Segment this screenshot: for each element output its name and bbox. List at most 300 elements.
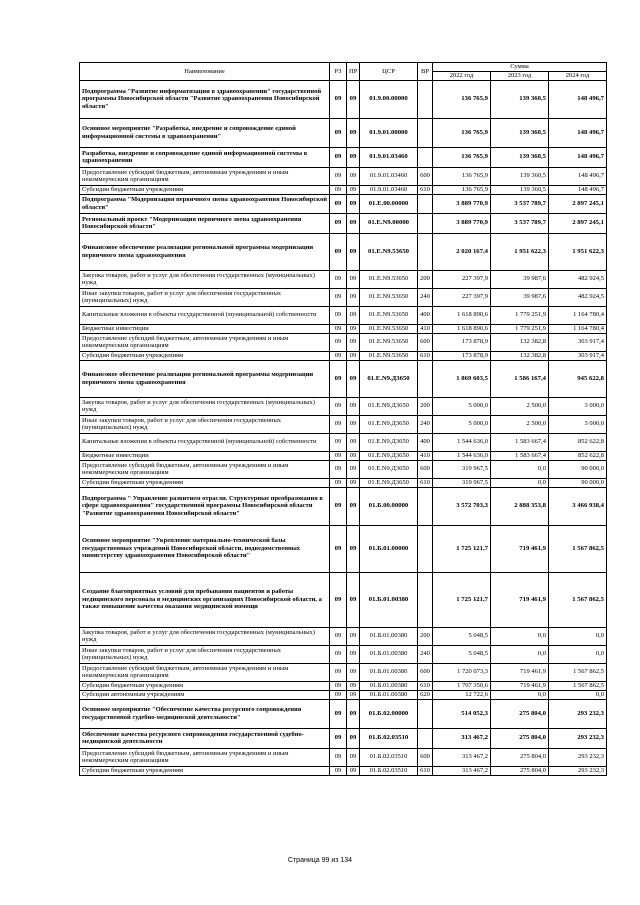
cell-name: Субсидии бюджетным учреждениям	[80, 766, 330, 775]
table-row	[80, 360, 607, 397]
cell-2024: 90 000,0	[549, 478, 607, 487]
cell-rz: 09	[330, 351, 347, 360]
cell-rz: 09	[330, 627, 347, 645]
cell-name: Финансовое обеспечение реализации региональной программы модернизации первичного звена здравоохранения	[80, 360, 330, 397]
cell-name: Предоставление субсидий бюджетным, автономным учреждениям и иным некоммерческим организациям	[80, 460, 330, 478]
cell-pr: 09	[347, 118, 360, 147]
cell-2022: 12 722,6	[433, 690, 491, 699]
cell-2023: 275 804,0	[491, 748, 549, 766]
cell-2022: 514 052,3	[433, 699, 491, 728]
cell-vr: 200	[418, 397, 433, 415]
table-row	[80, 80, 607, 118]
cell-name: Иные закупки товаров, работ и услуг для обеспечения государственных (муниципальных) нужд	[80, 288, 330, 306]
cell-rz: 09	[330, 306, 347, 324]
cell-pr: 09	[347, 288, 360, 306]
cell-pr: 09	[347, 748, 360, 766]
cell-pr: 09	[347, 233, 360, 270]
header-rz: РЗ	[330, 63, 347, 81]
cell-vr: 610	[418, 681, 433, 690]
table-row	[80, 451, 607, 460]
cell-2023: 719 461,9	[491, 663, 549, 681]
cell-2024: 1 164 780,4	[549, 324, 607, 333]
cell-2022: 5 000,0	[433, 397, 491, 415]
cell-csr: 01.Е.N9.53650	[360, 324, 418, 333]
cell-pr: 09	[347, 324, 360, 333]
cell-2023: 1 951 622,3	[491, 233, 549, 270]
cell-2023: 3 537 789,7	[491, 213, 549, 233]
cell-2022: 319 967,5	[433, 460, 491, 478]
header-vr: ВР	[418, 63, 433, 81]
cell-rz: 09	[330, 766, 347, 775]
cell-rz: 09	[330, 213, 347, 233]
cell-csr: 01.Б.01.00380	[360, 663, 418, 681]
header-name: Наименование	[80, 63, 330, 81]
cell-2023: 139 360,5	[491, 147, 549, 167]
cell-rz: 09	[330, 748, 347, 766]
cell-rz: 09	[330, 233, 347, 270]
cell-2023: 2 500,0	[491, 397, 549, 415]
cell-csr: 01.9.01.03460	[360, 167, 418, 185]
table-row	[80, 415, 607, 433]
cell-2023: 139 360,5	[491, 118, 549, 147]
cell-name: Капитальные вложения в объекты государственной (муниципальной) собственности	[80, 306, 330, 324]
cell-vr: 610	[418, 478, 433, 487]
cell-rz: 09	[330, 451, 347, 460]
table-row	[80, 288, 607, 306]
cell-csr: 01.Б.02.03510	[360, 766, 418, 775]
cell-vr: 600	[418, 748, 433, 766]
table-row	[80, 681, 607, 690]
cell-pr: 09	[347, 433, 360, 451]
cell-csr: 01.Е.N9.53650	[360, 270, 418, 288]
cell-pr: 09	[347, 80, 360, 118]
cell-csr: 01.Б.01.00000	[360, 525, 418, 572]
cell-pr: 09	[347, 360, 360, 397]
cell-2023: 1 779 251,9	[491, 306, 549, 324]
cell-name: Субсидии бюджетным учреждениям	[80, 185, 330, 194]
cell-pr: 09	[347, 690, 360, 699]
cell-2022: 227 397,9	[433, 288, 491, 306]
table-row	[80, 748, 607, 766]
cell-name: Подпрограмма "Модернизация первичного звена здравоохранения Новосибирской области"	[80, 194, 330, 213]
cell-2023: 39 987,6	[491, 288, 549, 306]
cell-rz: 09	[330, 690, 347, 699]
cell-vr: 400	[418, 306, 433, 324]
cell-vr: 240	[418, 415, 433, 433]
cell-name: Иные закупки товаров, работ и услуг для обеспечения государственных (муниципальных) нужд	[80, 415, 330, 433]
cell-name: Региональный проект "Модернизация первичного звена здравоохранения Новосибирской области"	[80, 213, 330, 233]
cell-rz: 09	[330, 525, 347, 572]
cell-2023: 139 360,5	[491, 80, 549, 118]
cell-rz: 09	[330, 699, 347, 728]
cell-2024: 482 924,5	[549, 270, 607, 288]
cell-2024: 1 567 862,5	[549, 663, 607, 681]
cell-2022: 1 544 636,0	[433, 451, 491, 460]
table-row	[80, 397, 607, 415]
table-row	[80, 487, 607, 525]
cell-2024: 1 164 780,4	[549, 306, 607, 324]
cell-2022: 313 467,2	[433, 728, 491, 748]
cell-vr	[418, 233, 433, 270]
cell-vr: 410	[418, 324, 433, 333]
cell-rz: 09	[330, 681, 347, 690]
cell-vr	[418, 118, 433, 147]
cell-2022: 1 544 636,0	[433, 433, 491, 451]
page-footer: Страница 99 из 134	[287, 857, 353, 864]
cell-csr: 01.9.00.00000	[360, 80, 418, 118]
cell-vr	[418, 572, 433, 627]
cell-vr: 600	[418, 333, 433, 351]
cell-vr: 240	[418, 288, 433, 306]
table-row	[80, 118, 607, 147]
cell-2022: 173 878,9	[433, 333, 491, 351]
table-row	[80, 306, 607, 324]
cell-csr: 01.Е.N9.Д3650	[360, 360, 418, 397]
cell-pr: 09	[347, 627, 360, 645]
cell-name: Финансовое обеспечение реализации региональной программы модернизации первичного звена здравоохранения	[80, 233, 330, 270]
cell-name: Предоставление субсидий бюджетным, автономным учреждениям и иным некоммерческим организациям	[80, 167, 330, 185]
cell-name: Основное мероприятие "Обеспечение качества ресурсного сопровождения государственной судебно-медицинской деятельности"	[80, 699, 330, 728]
cell-name: Субсидии бюджетным учреждениям	[80, 681, 330, 690]
cell-name: Предоставление субсидий бюджетным, автономным учреждениям и иным некоммерческим организациям	[80, 748, 330, 766]
cell-vr: 240	[418, 645, 433, 663]
cell-2024: 1 567 862,5	[549, 525, 607, 572]
cell-2022: 5 000,0	[433, 415, 491, 433]
cell-rz: 09	[330, 194, 347, 213]
cell-name: Создание благоприятных условий для пребывания пациентов и работы медицинского персонала в медицинских организациях Новосибирской области, а также повышение качества оказания медицинской помощи	[80, 572, 330, 627]
cell-2022: 227 397,9	[433, 270, 491, 288]
cell-pr: 09	[347, 572, 360, 627]
cell-name: Основное мероприятие "Укрепление материально-технической базы государственных учреждений Новосибирской области, подведомственных министерству здравоохранения Новосибирской области"	[80, 525, 330, 572]
cell-rz: 09	[330, 324, 347, 333]
cell-rz: 09	[330, 118, 347, 147]
cell-name: Закупка товаров, работ и услуг для обеспечения государственных (муниципальных) нужд	[80, 397, 330, 415]
cell-pr: 09	[347, 766, 360, 775]
cell-vr: 600	[418, 167, 433, 185]
cell-2022: 313 467,2	[433, 766, 491, 775]
cell-2024: 0,0	[549, 645, 607, 663]
cell-vr	[418, 487, 433, 525]
cell-2022: 2 020 167,4	[433, 233, 491, 270]
cell-vr	[418, 147, 433, 167]
cell-2023: 275 804,0	[491, 699, 549, 728]
cell-vr: 200	[418, 627, 433, 645]
cell-pr: 09	[347, 397, 360, 415]
cell-vr: 610	[418, 766, 433, 775]
cell-csr: 01.Е.N9.Д3650	[360, 415, 418, 433]
table-row	[80, 147, 607, 167]
cell-name: Субсидии бюджетным учреждениям	[80, 478, 330, 487]
cell-name: Подпрограмма " Управление развитием отрасли. Структурные преобразования в сфере здравоохранения" государственной программы Новосибирской области "Развитие здравоохранения Новосибирской области"	[80, 487, 330, 525]
cell-2024: 852 622,8	[549, 451, 607, 460]
cell-2024: 303 917,4	[549, 351, 607, 360]
cell-2023: 139 360,5	[491, 185, 549, 194]
cell-pr: 09	[347, 451, 360, 460]
cell-csr: 01.Е.N9.Д3650	[360, 451, 418, 460]
cell-csr: 01.Е.N9.Д3650	[360, 460, 418, 478]
cell-rz: 09	[330, 572, 347, 627]
cell-vr: 400	[418, 433, 433, 451]
cell-csr: 01.Е.N9.Д3650	[360, 433, 418, 451]
cell-rz: 09	[330, 478, 347, 487]
cell-csr: 01.Е.N9.Д3650	[360, 478, 418, 487]
cell-pr: 09	[347, 194, 360, 213]
cell-2023: 3 537 789,7	[491, 194, 549, 213]
cell-pr: 09	[347, 525, 360, 572]
cell-2023: 1 779 251,9	[491, 324, 549, 333]
cell-csr: 01.Е.N9.53650	[360, 288, 418, 306]
cell-csr: 01.Б.01.00380	[360, 645, 418, 663]
cell-rz: 09	[330, 80, 347, 118]
cell-2023: 132 382,8	[491, 333, 549, 351]
cell-vr	[418, 213, 433, 233]
cell-2024: 3 000,0	[549, 415, 607, 433]
cell-pr: 09	[347, 306, 360, 324]
cell-rz: 09	[330, 487, 347, 525]
cell-vr: 600	[418, 663, 433, 681]
cell-csr: 01.Е.N9.00000	[360, 213, 418, 233]
cell-2024: 1 567 862,5	[549, 681, 607, 690]
cell-2023: 275 804,0	[491, 728, 549, 748]
cell-vr	[418, 194, 433, 213]
cell-2024: 148 496,7	[549, 80, 607, 118]
cell-rz: 09	[330, 333, 347, 351]
cell-2023: 0,0	[491, 460, 549, 478]
cell-2023: 2 888 353,8	[491, 487, 549, 525]
cell-name: Разработка, внедрение и сопровождение единой информационной системы в здравоохранении	[80, 147, 330, 167]
cell-2022: 3 889 770,9	[433, 194, 491, 213]
header-year-2024: 2024 год	[549, 71, 607, 80]
cell-2024: 3 466 938,4	[549, 487, 607, 525]
cell-vr	[418, 525, 433, 572]
cell-pr: 09	[347, 487, 360, 525]
cell-2022: 136 765,9	[433, 167, 491, 185]
cell-2024: 90 000,0	[549, 460, 607, 478]
table-row	[80, 645, 607, 663]
cell-name: Бюджетные инвестиции	[80, 451, 330, 460]
cell-2022: 1 618 890,6	[433, 324, 491, 333]
cell-2024: 2 897 245,1	[549, 194, 607, 213]
header-sum: Сумма	[433, 63, 607, 72]
cell-2022: 319 967,5	[433, 478, 491, 487]
cell-2023: 1 583 667,4	[491, 433, 549, 451]
cell-pr: 09	[347, 681, 360, 690]
cell-pr: 09	[347, 478, 360, 487]
cell-name: Предоставление субсидий бюджетным, автономным учреждениям и иным некоммерческим организациям	[80, 663, 330, 681]
cell-2024: 148 496,7	[549, 167, 607, 185]
cell-csr: 01.Е.N9.Д3650	[360, 397, 418, 415]
cell-csr: 01.Е.N9.53650	[360, 233, 418, 270]
cell-2024: 1 951 622,3	[549, 233, 607, 270]
cell-name: Бюджетные инвестиции	[80, 324, 330, 333]
cell-name: Основное мероприятие "Разработка, внедрение и сопровождение единой информационной системы в здравоохранении"	[80, 118, 330, 147]
cell-2024: 293 232,3	[549, 748, 607, 766]
cell-pr: 09	[347, 213, 360, 233]
cell-rz: 09	[330, 397, 347, 415]
cell-2024: 148 496,7	[549, 147, 607, 167]
cell-vr	[418, 80, 433, 118]
cell-pr: 09	[347, 167, 360, 185]
cell-pr: 09	[347, 333, 360, 351]
cell-name: Капитальные вложения в объекты государственной (муниципальной) собственности	[80, 433, 330, 451]
budget-table	[79, 62, 607, 776]
table-row	[80, 766, 607, 775]
table-row	[80, 185, 607, 194]
cell-2024: 482 924,5	[549, 288, 607, 306]
cell-2023: 0,0	[491, 478, 549, 487]
table-row	[80, 525, 607, 572]
cell-2024: 0,0	[549, 690, 607, 699]
cell-2023: 39 987,6	[491, 270, 549, 288]
cell-csr: 01.9.01.00000	[360, 118, 418, 147]
cell-vr: 610	[418, 351, 433, 360]
table-row	[80, 324, 607, 333]
cell-vr: 410	[418, 451, 433, 460]
table-row	[80, 478, 607, 487]
cell-2022: 1 720 073,3	[433, 663, 491, 681]
cell-2023: 0,0	[491, 645, 549, 663]
cell-2022: 1 869 603,5	[433, 360, 491, 397]
cell-2024: 945 622,8	[549, 360, 607, 397]
cell-name: Субсидии автономным учреждениям	[80, 690, 330, 699]
cell-2022: 3 889 770,9	[433, 213, 491, 233]
header-year-2023: 2023 год	[491, 71, 549, 80]
table-row	[80, 699, 607, 728]
cell-vr: 620	[418, 690, 433, 699]
cell-csr: 01.Б.02.03510	[360, 748, 418, 766]
cell-rz: 09	[330, 460, 347, 478]
cell-2023: 0,0	[491, 690, 549, 699]
cell-2023: 719 461,9	[491, 681, 549, 690]
cell-csr: 01.9.01.03460	[360, 147, 418, 167]
cell-2022: 5 048,5	[433, 645, 491, 663]
cell-pr: 09	[347, 460, 360, 478]
cell-csr: 01.Б.01.00380	[360, 572, 418, 627]
cell-vr	[418, 699, 433, 728]
cell-2022: 1 707 350,6	[433, 681, 491, 690]
table-row	[80, 351, 607, 360]
cell-2023: 0,0	[491, 627, 549, 645]
cell-2022: 136 765,9	[433, 147, 491, 167]
cell-2023: 139 360,5	[491, 167, 549, 185]
cell-csr: 01.Е.N9.53650	[360, 333, 418, 351]
cell-rz: 09	[330, 663, 347, 681]
header-year-2022: 2022 год	[433, 71, 491, 80]
table-row	[80, 194, 607, 213]
cell-2023: 2 500,0	[491, 415, 549, 433]
cell-2022: 313 467,2	[433, 748, 491, 766]
cell-rz: 09	[330, 360, 347, 397]
cell-csr: 01.Е.N9.53650	[360, 351, 418, 360]
cell-2024: 293 232,3	[549, 728, 607, 748]
table-row	[80, 333, 607, 351]
cell-pr: 09	[347, 147, 360, 167]
table-row	[80, 572, 607, 627]
table-row	[80, 460, 607, 478]
cell-csr: 01.Е.N9.53650	[360, 306, 418, 324]
header-pr: ПР	[347, 63, 360, 81]
cell-pr: 09	[347, 270, 360, 288]
cell-2023: 719 461,9	[491, 572, 549, 627]
cell-2024: 148 496,7	[549, 185, 607, 194]
table-row	[80, 233, 607, 270]
cell-rz: 09	[330, 728, 347, 748]
cell-rz: 09	[330, 185, 347, 194]
cell-rz: 09	[330, 415, 347, 433]
cell-csr: 01.Б.01.00380	[360, 681, 418, 690]
cell-name: Предоставление субсидий бюджетным, автономным учреждениям и иным некоммерческим организациям	[80, 333, 330, 351]
cell-2024: 2 897 245,1	[549, 213, 607, 233]
table-row	[80, 213, 607, 233]
cell-rz: 09	[330, 147, 347, 167]
table-row	[80, 167, 607, 185]
table-row	[80, 728, 607, 748]
cell-rz: 09	[330, 270, 347, 288]
cell-csr: 01.Б.00.00000	[360, 487, 418, 525]
cell-vr	[418, 728, 433, 748]
cell-2023: 132 382,8	[491, 351, 549, 360]
cell-csr: 01.Б.01.00380	[360, 690, 418, 699]
cell-name: Подпрограмма "Развитие информатизации в здравоохранении" государственной программы Новосибирской области "Развитие здравоохранения Новосибирской области"	[80, 80, 330, 118]
cell-2024: 303 917,4	[549, 333, 607, 351]
cell-pr: 09	[347, 728, 360, 748]
cell-2024: 148 496,7	[549, 118, 607, 147]
cell-2022: 173 878,9	[433, 351, 491, 360]
cell-2024: 1 567 862,5	[549, 572, 607, 627]
table-body	[80, 80, 607, 775]
cell-2024: 293 232,3	[549, 766, 607, 775]
cell-2022: 3 572 703,3	[433, 487, 491, 525]
cell-2024: 0,0	[549, 627, 607, 645]
cell-name: Субсидии бюджетным учреждениям	[80, 351, 330, 360]
cell-2022: 136 765,9	[433, 80, 491, 118]
cell-2022: 136 765,9	[433, 185, 491, 194]
cell-csr: 01.Б.01.00380	[360, 627, 418, 645]
cell-2023: 275 804,0	[491, 766, 549, 775]
cell-2022: 1 725 121,7	[433, 572, 491, 627]
cell-vr: 600	[418, 460, 433, 478]
cell-2024: 293 232,3	[549, 699, 607, 728]
table-row	[80, 690, 607, 699]
cell-2022: 1 725 121,7	[433, 525, 491, 572]
cell-2022: 1 618 890,6	[433, 306, 491, 324]
cell-csr: 01.Б.02.03510	[360, 728, 418, 748]
cell-csr: 01.Б.02.00000	[360, 699, 418, 728]
cell-name: Закупка товаров, работ и услуг для обеспечения государственных (муниципальных) нужд	[80, 627, 330, 645]
cell-name: Иные закупки товаров, работ и услуг для обеспечения государственных (муниципальных) нужд	[80, 645, 330, 663]
cell-rz: 09	[330, 645, 347, 663]
cell-csr: 01.9.01.03460	[360, 185, 418, 194]
cell-2023: 719 461,9	[491, 525, 549, 572]
cell-vr: 200	[418, 270, 433, 288]
cell-rz: 09	[330, 288, 347, 306]
cell-pr: 09	[347, 663, 360, 681]
table-row	[80, 627, 607, 645]
table-row	[80, 433, 607, 451]
cell-2022: 5 048,5	[433, 627, 491, 645]
cell-pr: 09	[347, 645, 360, 663]
cell-2023: 1 586 167,4	[491, 360, 549, 397]
cell-name: Обеспечение качества ресурсного сопровождения государственной судебно-медицинской деятельности	[80, 728, 330, 748]
cell-name: Закупка товаров, работ и услуг для обеспечения государственных (муниципальных) нужд	[80, 270, 330, 288]
cell-pr: 09	[347, 699, 360, 728]
cell-rz: 09	[330, 167, 347, 185]
cell-rz: 09	[330, 433, 347, 451]
cell-vr	[418, 360, 433, 397]
cell-2024: 3 000,0	[549, 397, 607, 415]
cell-pr: 09	[347, 185, 360, 194]
cell-csr: 01.Е.00.00000	[360, 194, 418, 213]
